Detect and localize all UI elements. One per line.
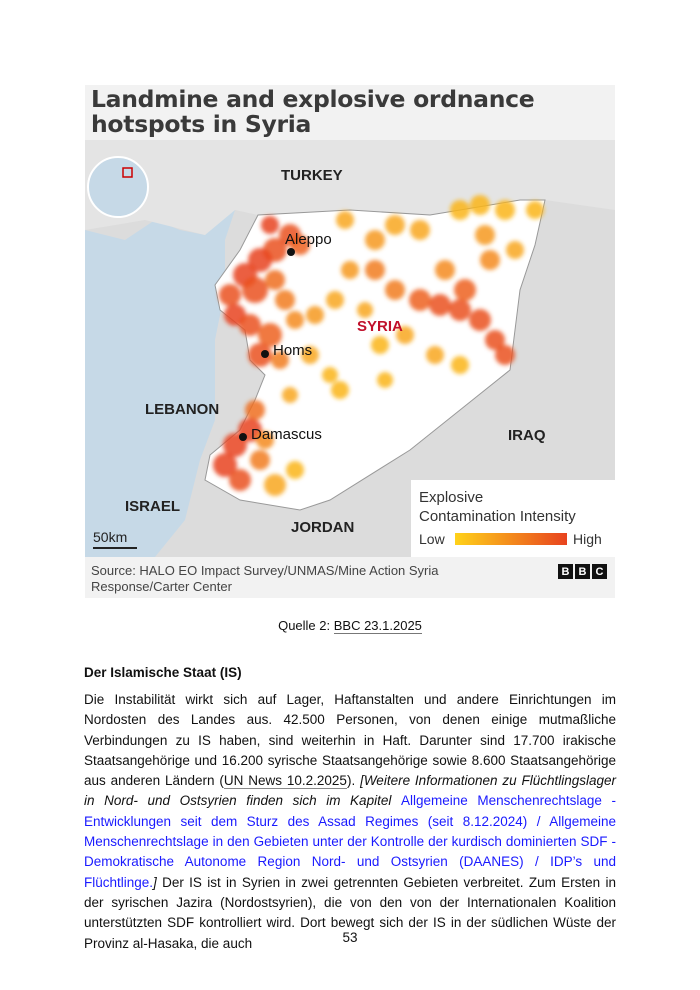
label-israel: ISRAEL xyxy=(125,498,181,515)
legend-gradient xyxy=(455,533,567,545)
hotspot-mark xyxy=(385,280,405,300)
hotspot-mark xyxy=(239,314,261,336)
hotspot-mark xyxy=(219,284,241,306)
homs-dot xyxy=(261,350,269,358)
hotspot-mark xyxy=(410,220,430,240)
legend-title-1: Explosive xyxy=(419,489,484,506)
source-line2: Response/Carter Center xyxy=(91,578,232,594)
hotspot-mark xyxy=(495,200,515,220)
hotspot-mark xyxy=(306,306,324,324)
hotspot-mark xyxy=(449,299,471,321)
hotspot-mark xyxy=(470,195,490,215)
hotspot-mark xyxy=(357,302,373,318)
label-aleppo: Aleppo xyxy=(285,231,332,248)
hotspot-mark xyxy=(450,200,470,220)
label-damascus: Damascus xyxy=(251,426,322,443)
un-news-link[interactable]: UN News 10.2.2025 xyxy=(223,773,347,789)
aleppo-dot xyxy=(287,248,295,256)
syria-map xyxy=(85,140,615,557)
label-jordan: JORDAN xyxy=(291,519,355,536)
damascus-dot xyxy=(239,433,247,441)
hotspot-mark xyxy=(336,211,354,229)
logo-letter: C xyxy=(592,564,607,579)
hotspot-mark xyxy=(282,387,298,403)
label-syria: SYRIA xyxy=(357,318,403,335)
hotspot-mark xyxy=(326,291,344,309)
hotspot-mark xyxy=(475,225,495,245)
logo-letter: B xyxy=(558,564,573,579)
hotspot-mark xyxy=(435,260,455,280)
hotspot-mark xyxy=(469,309,491,331)
para-text: Der IS ist in Syrien in zwei getrennten Gebieten verbreitet. Zum Ersten in der syrischen Jazira (Nordostsyrien), die von den von der Internationalen Koalition unterstützten SDF kontrolliert wird. Dort bewegt sich der IS in der südlichen Wüste der Provinz al-Hasaka, die auch xyxy=(84,874,616,951)
hotspot-mark xyxy=(451,356,469,374)
hotspot-mark xyxy=(242,277,268,303)
legend xyxy=(411,480,615,557)
figure-source xyxy=(91,563,439,594)
caption-link[interactable]: BBC 23.1.2025 xyxy=(333,618,422,633)
label-scale: 50km xyxy=(93,529,128,545)
hotspot-mark xyxy=(385,215,405,235)
hotspot-mark xyxy=(429,294,451,316)
figure-title-line1: Landmine and explosive ordnance xyxy=(91,85,535,113)
figure-title-line2: hotspots in Syria xyxy=(91,110,312,138)
hotspot-mark xyxy=(371,336,389,354)
hotspot-mark xyxy=(526,201,544,219)
hotspot-mark xyxy=(409,289,431,311)
legend-low: Low xyxy=(419,531,445,547)
hotspot-mark xyxy=(264,474,286,496)
hotspot-mark xyxy=(365,230,385,250)
hotspot-mark xyxy=(365,260,385,280)
hotspot-mark xyxy=(286,311,304,329)
body-paragraph xyxy=(84,690,616,954)
label-lebanon: LEBANON xyxy=(145,401,220,418)
para-text: ). xyxy=(346,773,356,789)
hotspot-mark xyxy=(341,261,359,279)
globe-inset-icon xyxy=(88,157,148,217)
italic-note: [Weitere Informationen zu Flüchtlingslager in Nord- und Ostsyrien finden sich im Kapitel xyxy=(84,773,616,809)
figure-title xyxy=(91,87,534,137)
page-number: 53 xyxy=(342,930,358,945)
hotspot-mark xyxy=(229,469,251,491)
legend-high: High xyxy=(573,531,602,547)
bbc-logo xyxy=(558,564,607,579)
logo-letter: B xyxy=(575,564,590,579)
hotspot-mark xyxy=(245,400,265,420)
hotspot-mark xyxy=(261,216,279,234)
hotspot-mark xyxy=(286,461,304,479)
hotspot-mark xyxy=(265,270,285,290)
hotspot-mark xyxy=(426,346,444,364)
caption-prefix: Quelle 2: xyxy=(278,618,334,633)
chapter-link[interactable]: Allgemeine Menschenrechtslage - Entwicklungen seit dem Sturz des Assad Regimes (seit 8.12.2024) / Allgemeine Menschenrechtslage in den Gebieten unter der Kontrolle der kurdisch dominierten SDF - Demokratische Autonome Region Nord- und Ostsyrien (DAANES) / IDP’s und Flüchtlinge. xyxy=(84,793,616,890)
italic-close: ] xyxy=(153,874,157,890)
hotspot-mark xyxy=(275,290,295,310)
hotspot-mark xyxy=(454,279,476,301)
figure-caption xyxy=(0,618,700,633)
hotspot-mark xyxy=(322,367,338,383)
section-heading: Der Islamische Staat (IS) xyxy=(84,665,242,680)
hotspot-mark xyxy=(250,450,270,470)
hotspot-mark xyxy=(377,372,393,388)
label-iraq: IRAQ xyxy=(508,427,546,444)
map-figure xyxy=(85,85,615,598)
hotspot-mark xyxy=(495,345,515,365)
label-homs: Homs xyxy=(273,342,313,359)
legend-title-2: Contamination Intensity xyxy=(419,508,576,525)
para-text: Die Instabilität wirkt sich auf Lager, Haftanstalten und andere Einrichtungen im Nordosten des Landes aus. 42.500 Personen, von denen einige mutmaßliche Verbindungen zu IS haben, sind weiterhin in Haft. Darunter sind 17.700 irakische Staatsangehörige und 16.200 syrische Staatsangehörige sowie 8.600 Staatsangehörige aus anderen Ländern ( xyxy=(84,692,616,789)
source-line1: Source: HALO EO Impact Survey/UNMAS/Mine Action Syria xyxy=(91,563,439,578)
label-turkey: TURKEY xyxy=(281,167,343,184)
hotspot-mark xyxy=(506,241,524,259)
hotspot-mark xyxy=(480,250,500,270)
hotspot-mark xyxy=(331,381,349,399)
